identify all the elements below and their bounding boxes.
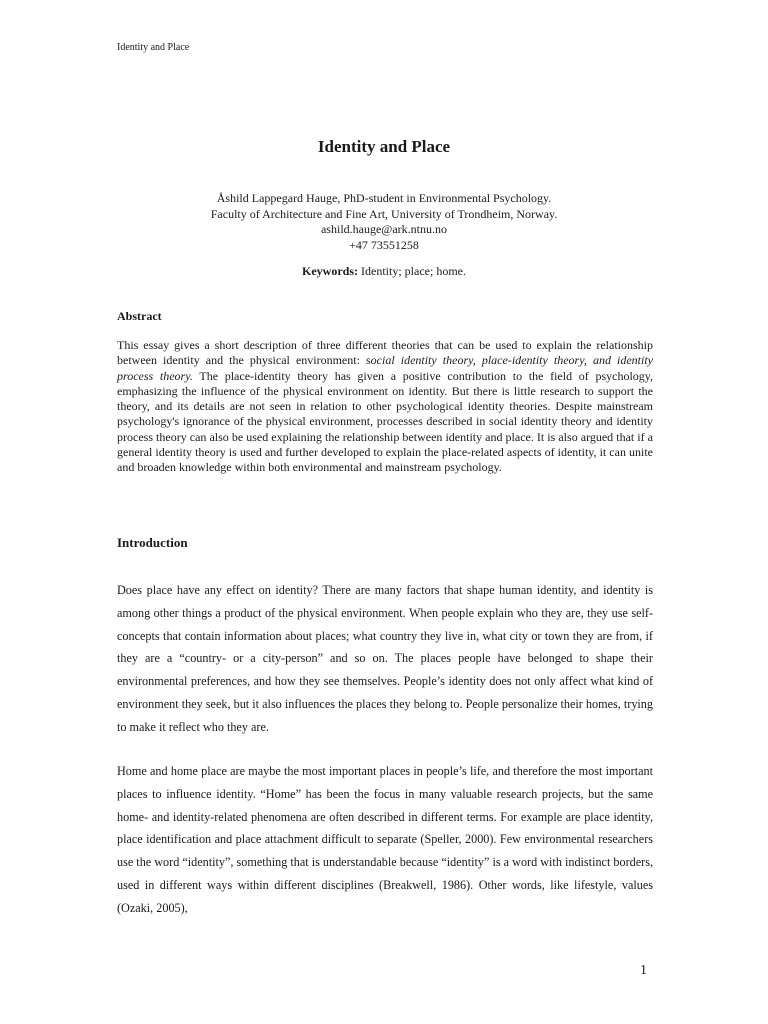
abstract-text-start: This essay gives a short description of three different theories that can be used to explain the relationship between identity and the physical environment: s — [117, 338, 653, 368]
introduction-paragraph-1: Does place have any effect on identity? There are many factors that shape human identity, and identity is among other things a product of the physical environment. When people explain who they are, they use self-concepts that contain information about places; what country they live in, what city or town they are from, if they are a “country- or a city-person” and so on. The places people have belonged to shape their environmental preferences, and how they see themselves. People’s identity does not only affect what kind of environment they seek, but it also influences the places they belong to. People personalize their homes, trying to make it reflect who they are. — [117, 583, 653, 734]
author-email: ashild.hauge@ark.ntnu.no — [320, 222, 448, 236]
abstract-theories-italic: ocial identity theory, place-identity theory, and identity process theory. — [117, 353, 653, 383]
introduction-heading: Introduction — [117, 535, 188, 550]
author-affiliation-line: Åshild Lappegard Hauge, PhD-student in Environmental Psychology. — [216, 191, 552, 205]
author-phone: +47 73551258 — [349, 237, 419, 252]
running-head: Identity and Place — [117, 42, 190, 53]
abstract-text-end: The place-identity theory has given a positive contribution to the field of psychology, emphasizing the influence of the physical environment on identity. But there is little research to support the theory, and its details are not seen in relation to other psychological identity theories. Despite mainstream psychology's ignorance of the physical environment, processes described in social identity theory and identity process theory can also be used explaining the relationship between identity and place. It is also argued that if a general identity theory is used and further developed to explain the place-related aspects of identity, it can unite and broaden knowledge within both environmental and mainstream psychology. — [117, 368, 653, 475]
institution-line: Faculty of Architecture and Fine Art, University of Trondheim, Norway. — [210, 206, 558, 221]
keywords-line — [0, 264, 768, 279]
author-block — [0, 191, 768, 253]
paper-title: Identity and Place — [317, 137, 451, 156]
keywords-label: Keywords: — [302, 264, 359, 278]
keywords-text: Identity; place; home. — [358, 264, 466, 278]
introduction-paragraph-2: Home and home place are maybe the most important places in people’s life, and therefore the most important places to influence identity. “Home” has been the focus in many valuable research projects, but the same home- and identity-related phenomena are often described in different terms. For example are place identity, place identification and place attachment difficult to separate (Speller, 2000). Few environmental researchers use the word “identity”, something that is understandable because “identity” is a word with indistinct borders, used in different ways within different disciplines (Breakwell, 1986). Other words, like lifestyle, values (Ozaki, 2005), — [117, 764, 653, 915]
abstract-text — [117, 338, 653, 476]
page-number: 1 — [640, 963, 647, 978]
abstract-heading: Abstract — [117, 309, 162, 323]
